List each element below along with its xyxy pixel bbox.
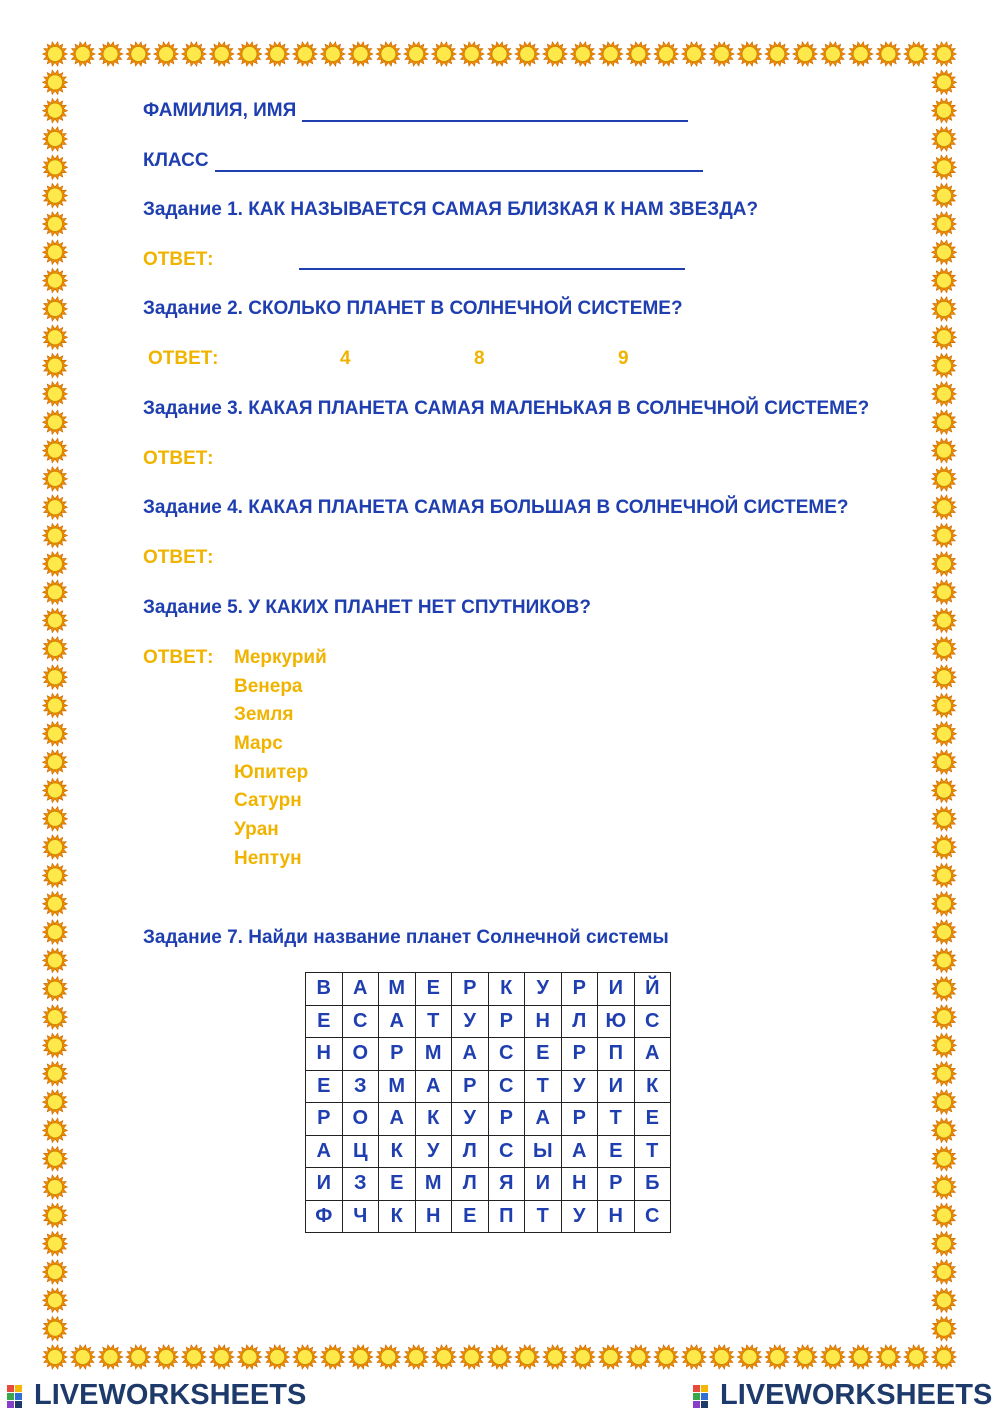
grid-cell[interactable]: Л bbox=[452, 1168, 489, 1201]
sun-icon bbox=[932, 1005, 957, 1029]
sun-icon bbox=[932, 580, 957, 604]
sun-icon bbox=[932, 1232, 957, 1256]
class-label: КЛАСС bbox=[143, 150, 209, 171]
surname-input-line[interactable] bbox=[302, 102, 688, 122]
sun-icon bbox=[598, 1345, 623, 1369]
sun-icon bbox=[43, 1062, 68, 1086]
grid-cell[interactable]: У bbox=[561, 1200, 598, 1233]
sun-icon bbox=[626, 42, 651, 66]
sun-icon bbox=[932, 1345, 957, 1369]
sun-icon bbox=[404, 1345, 429, 1369]
sun-icon bbox=[43, 863, 68, 887]
grid-cell[interactable]: Ы bbox=[525, 1135, 562, 1168]
sun-icon bbox=[43, 70, 68, 94]
sun-icon bbox=[487, 42, 512, 66]
grid-cell[interactable]: Е bbox=[415, 973, 452, 1006]
grid-cell[interactable]: С bbox=[488, 1070, 525, 1103]
sun-icon bbox=[932, 693, 957, 717]
sun-icon bbox=[932, 835, 957, 859]
grid-cell[interactable]: Й bbox=[634, 973, 671, 1006]
grid-cell[interactable]: Р bbox=[561, 1103, 598, 1136]
surname-label: ФАМИЛИЯ, ИМЯ bbox=[143, 100, 297, 121]
sun-icon bbox=[265, 1345, 290, 1369]
sun-icon bbox=[932, 977, 957, 1001]
grid-cell[interactable]: Е bbox=[525, 1038, 562, 1071]
sun-icon bbox=[932, 807, 957, 831]
sun-icon bbox=[459, 1345, 484, 1369]
planet-option[interactable]: Земля bbox=[234, 704, 294, 725]
grid-row bbox=[306, 973, 671, 1006]
sun-icon bbox=[70, 42, 95, 66]
sun-icon bbox=[376, 42, 401, 66]
sun-icon bbox=[43, 523, 68, 547]
sun-icon bbox=[932, 948, 957, 972]
task4-answer-label: ОТВЕТ: bbox=[143, 547, 214, 568]
grid-row bbox=[306, 1070, 671, 1103]
grid-cell[interactable]: А bbox=[634, 1038, 671, 1071]
sun-icon bbox=[932, 353, 957, 377]
task4-question: Задание 4. КАКАЯ ПЛАНЕТА САМАЯ БОЛЬШАЯ В СОЛНЕЧНОЙ СИСТЕМЕ? bbox=[143, 497, 849, 518]
grid-cell[interactable]: Р bbox=[488, 1005, 525, 1038]
planet-option[interactable]: Сатурн bbox=[234, 790, 302, 811]
sun-icon bbox=[932, 1033, 957, 1057]
sun-icon bbox=[43, 892, 68, 916]
sun-icon bbox=[43, 1147, 68, 1171]
liveworksheets-logo-icon bbox=[6, 1384, 32, 1410]
sun-icon bbox=[43, 1175, 68, 1199]
sun-icon bbox=[70, 1345, 95, 1369]
grid-cell[interactable]: З bbox=[342, 1168, 379, 1201]
sun-icon bbox=[98, 1345, 123, 1369]
sun-icon bbox=[43, 268, 68, 292]
sun-icon bbox=[43, 835, 68, 859]
grid-cell[interactable]: Л bbox=[452, 1135, 489, 1168]
task1-answer-line[interactable] bbox=[299, 268, 685, 270]
grid-cell[interactable]: Р bbox=[598, 1168, 635, 1201]
sun-icon bbox=[43, 1260, 68, 1284]
sun-icon bbox=[932, 127, 957, 151]
sun-icon bbox=[932, 778, 957, 802]
task2-option[interactable]: 8 bbox=[474, 348, 485, 369]
sun-icon bbox=[43, 42, 68, 66]
sun-icon bbox=[43, 467, 68, 491]
class-input-line[interactable] bbox=[215, 152, 703, 172]
task3-answer-label: ОТВЕТ: bbox=[143, 448, 214, 469]
sun-icon bbox=[459, 42, 484, 66]
task5-answer-label: ОТВЕТ: bbox=[143, 647, 214, 668]
grid-row bbox=[306, 1005, 671, 1038]
sun-icon bbox=[932, 382, 957, 406]
sun-icon bbox=[932, 920, 957, 944]
sun-icon bbox=[293, 1345, 318, 1369]
sun-icon bbox=[848, 1345, 873, 1369]
grid-cell[interactable]: Р bbox=[452, 973, 489, 1006]
grid-cell[interactable]: А bbox=[306, 1135, 343, 1168]
grid-cell[interactable]: А bbox=[342, 973, 379, 1006]
grid-cell[interactable]: М bbox=[415, 1168, 452, 1201]
sun-icon bbox=[932, 1288, 957, 1312]
grid-cell[interactable]: У bbox=[525, 973, 562, 1006]
sun-icon bbox=[43, 580, 68, 604]
word-search-grid bbox=[305, 972, 671, 1233]
sun-icon bbox=[154, 42, 179, 66]
sun-icon bbox=[598, 42, 623, 66]
grid-cell[interactable]: А bbox=[525, 1103, 562, 1136]
sun-icon bbox=[932, 1118, 957, 1142]
sun-icon bbox=[932, 722, 957, 746]
sun-icon bbox=[932, 467, 957, 491]
grid-cell[interactable]: Р bbox=[306, 1103, 343, 1136]
grid-cell[interactable]: Н bbox=[598, 1200, 635, 1233]
grid-cell[interactable]: Е bbox=[598, 1135, 635, 1168]
grid-cell[interactable]: К bbox=[415, 1103, 452, 1136]
sun-icon bbox=[932, 240, 957, 264]
grid-cell[interactable]: К bbox=[379, 1200, 416, 1233]
sun-icon bbox=[348, 1345, 373, 1369]
sun-icon bbox=[320, 1345, 345, 1369]
grid-cell[interactable]: М bbox=[379, 973, 416, 1006]
sun-icon bbox=[43, 665, 68, 689]
sun-icon bbox=[43, 948, 68, 972]
sun-icon bbox=[932, 212, 957, 236]
grid-cell[interactable]: Е bbox=[306, 1070, 343, 1103]
sun-icon bbox=[43, 297, 68, 321]
sun-icon bbox=[43, 637, 68, 661]
sun-icon bbox=[570, 1345, 595, 1369]
sun-icon bbox=[98, 42, 123, 66]
sun-icon bbox=[43, 608, 68, 632]
grid-cell[interactable]: Т bbox=[525, 1200, 562, 1233]
liveworksheets-logo-icon bbox=[692, 1384, 718, 1410]
grid-cell[interactable]: Р bbox=[452, 1070, 489, 1103]
sun-icon bbox=[848, 42, 873, 66]
task2-question: Задание 2. СКОЛЬКО ПЛАНЕТ В СОЛНЕЧНОЙ СИСТЕМЕ? bbox=[143, 298, 683, 319]
sun-icon bbox=[43, 382, 68, 406]
sun-icon bbox=[932, 410, 957, 434]
grid-cell[interactable]: И bbox=[598, 973, 635, 1006]
grid-row bbox=[306, 1200, 671, 1233]
grid-cell[interactable]: Н bbox=[415, 1200, 452, 1233]
sun-icon bbox=[320, 42, 345, 66]
sun-icon bbox=[43, 1090, 68, 1114]
grid-cell[interactable]: А bbox=[452, 1038, 489, 1071]
sun-icon bbox=[404, 42, 429, 66]
grid-cell[interactable]: У bbox=[415, 1135, 452, 1168]
sun-icon bbox=[487, 1345, 512, 1369]
sun-icon bbox=[43, 495, 68, 519]
grid-cell[interactable]: С bbox=[488, 1135, 525, 1168]
grid-cell[interactable]: Т bbox=[634, 1135, 671, 1168]
sun-icon bbox=[682, 42, 707, 66]
grid-cell[interactable]: И bbox=[598, 1070, 635, 1103]
sun-icon bbox=[820, 42, 845, 66]
grid-cell[interactable]: У bbox=[452, 1103, 489, 1136]
sun-icon bbox=[43, 325, 68, 349]
sun-icon bbox=[43, 127, 68, 151]
grid-cell[interactable]: А bbox=[415, 1070, 452, 1103]
sun-icon bbox=[793, 1345, 818, 1369]
grid-row bbox=[306, 1135, 671, 1168]
grid-cell[interactable]: Ч bbox=[342, 1200, 379, 1233]
sun-icon bbox=[126, 42, 151, 66]
sun-icon bbox=[43, 1118, 68, 1142]
grid-cell[interactable]: Н bbox=[561, 1168, 598, 1201]
sun-icon bbox=[515, 42, 540, 66]
liveworksheets-text: LIVEWORKSHEETS bbox=[720, 1379, 993, 1411]
grid-cell[interactable]: Е bbox=[379, 1168, 416, 1201]
sun-icon bbox=[932, 608, 957, 632]
task5-question: Задание 5. У КАКИХ ПЛАНЕТ НЕТ СПУТНИКОВ? bbox=[143, 597, 591, 618]
sun-icon bbox=[237, 42, 262, 66]
grid-cell[interactable]: Ф bbox=[306, 1200, 343, 1233]
sun-icon bbox=[543, 1345, 568, 1369]
grid-cell[interactable]: Е bbox=[634, 1103, 671, 1136]
sun-icon bbox=[737, 1345, 762, 1369]
grid-cell[interactable]: П bbox=[598, 1038, 635, 1071]
grid-cell[interactable]: У bbox=[561, 1070, 598, 1103]
grid-cell[interactable]: Н bbox=[525, 1005, 562, 1038]
sun-icon bbox=[348, 42, 373, 66]
sun-icon bbox=[932, 892, 957, 916]
sun-icon bbox=[43, 722, 68, 746]
planet-option[interactable]: Меркурий bbox=[234, 647, 327, 668]
grid-cell[interactable]: А bbox=[379, 1005, 416, 1038]
sun-icon bbox=[43, 977, 68, 1001]
grid-cell[interactable]: Р bbox=[488, 1103, 525, 1136]
sun-icon bbox=[43, 212, 68, 236]
liveworksheets-brand-left bbox=[6, 1378, 307, 1412]
sun-icon bbox=[932, 297, 957, 321]
surname-row bbox=[143, 100, 688, 122]
sun-icon bbox=[43, 807, 68, 831]
grid-cell[interactable]: И bbox=[306, 1168, 343, 1201]
sun-icon bbox=[431, 42, 456, 66]
sun-icon bbox=[932, 665, 957, 689]
grid-cell[interactable]: К bbox=[379, 1135, 416, 1168]
sun-icon bbox=[932, 552, 957, 576]
sun-icon bbox=[932, 183, 957, 207]
grid-cell[interactable]: Л bbox=[561, 1005, 598, 1038]
sun-icon bbox=[43, 183, 68, 207]
sun-icon bbox=[932, 1203, 957, 1227]
sun-icon bbox=[932, 42, 957, 66]
grid-cell[interactable]: Р bbox=[379, 1038, 416, 1071]
grid-cell[interactable]: А bbox=[561, 1135, 598, 1168]
sun-icon bbox=[209, 1345, 234, 1369]
grid-cell[interactable]: П bbox=[488, 1200, 525, 1233]
sun-icon bbox=[932, 523, 957, 547]
grid-cell[interactable]: А bbox=[379, 1103, 416, 1136]
task2-answer-label: ОТВЕТ: bbox=[148, 348, 219, 369]
grid-cell[interactable]: В bbox=[306, 973, 343, 1006]
sun-icon bbox=[932, 70, 957, 94]
task7-question: Задание 7. Найди название планет Солнечной системы bbox=[143, 927, 669, 948]
sun-icon bbox=[43, 1345, 68, 1369]
grid-cell[interactable]: М bbox=[379, 1070, 416, 1103]
sun-icon bbox=[181, 42, 206, 66]
grid-cell[interactable]: Ц bbox=[342, 1135, 379, 1168]
task1-answer-label: ОТВЕТ: bbox=[143, 249, 214, 270]
grid-cell[interactable]: Я bbox=[488, 1168, 525, 1201]
sun-icon bbox=[431, 1345, 456, 1369]
sun-icon bbox=[43, 1203, 68, 1227]
sun-icon bbox=[932, 1175, 957, 1199]
sun-icon bbox=[43, 1005, 68, 1029]
planet-option[interactable]: Нептун bbox=[234, 848, 302, 869]
sun-icon bbox=[904, 1345, 929, 1369]
grid-row bbox=[306, 1103, 671, 1136]
grid-cell[interactable]: С bbox=[634, 1005, 671, 1038]
sun-icon bbox=[793, 42, 818, 66]
task3-question: Задание 3. КАКАЯ ПЛАНЕТА САМАЯ МАЛЕНЬКАЯ В СОЛНЕЧНОЙ СИСТЕМЕ? bbox=[143, 398, 870, 419]
grid-cell[interactable]: С bbox=[488, 1038, 525, 1071]
grid-cell[interactable]: С bbox=[634, 1200, 671, 1233]
sun-icon bbox=[932, 99, 957, 123]
planet-option[interactable]: Уран bbox=[234, 819, 279, 840]
grid-cell[interactable]: Р bbox=[561, 1038, 598, 1071]
grid-cell[interactable]: Е bbox=[306, 1005, 343, 1038]
sun-icon bbox=[932, 1260, 957, 1284]
sun-icon bbox=[765, 42, 790, 66]
sun-icon bbox=[765, 1345, 790, 1369]
sun-icon bbox=[43, 1232, 68, 1256]
sun-icon bbox=[682, 1345, 707, 1369]
sun-icon bbox=[376, 1345, 401, 1369]
sun-icon bbox=[932, 637, 957, 661]
sun-icon bbox=[654, 1345, 679, 1369]
sun-icon bbox=[43, 693, 68, 717]
sun-icon bbox=[43, 920, 68, 944]
grid-cell[interactable]: Т bbox=[525, 1070, 562, 1103]
sun-icon bbox=[43, 1033, 68, 1057]
sun-icon bbox=[126, 1345, 151, 1369]
sun-icon bbox=[181, 1345, 206, 1369]
liveworksheets-brand-right bbox=[692, 1378, 994, 1412]
sun-icon bbox=[570, 42, 595, 66]
grid-cell[interactable]: Е bbox=[452, 1200, 489, 1233]
planet-option[interactable]: Юпитер bbox=[234, 762, 309, 783]
grid-cell[interactable]: З bbox=[342, 1070, 379, 1103]
sun-icon bbox=[43, 155, 68, 179]
grid-cell[interactable]: К bbox=[634, 1070, 671, 1103]
sun-icon bbox=[932, 1147, 957, 1171]
sun-icon bbox=[932, 495, 957, 519]
sun-icon bbox=[654, 42, 679, 66]
sun-icon bbox=[43, 552, 68, 576]
sun-icon bbox=[43, 99, 68, 123]
task1-question: Задание 1. КАК НАЗЫВАЕТСЯ САМАЯ БЛИЗКАЯ К НАМ ЗВЕЗДА? bbox=[143, 199, 759, 220]
planet-option[interactable]: Венера bbox=[234, 676, 303, 697]
sun-icon bbox=[43, 750, 68, 774]
class-row bbox=[143, 150, 703, 172]
sun-icon bbox=[43, 353, 68, 377]
grid-cell[interactable]: Н bbox=[306, 1038, 343, 1071]
grid-cell[interactable]: О bbox=[342, 1038, 379, 1071]
grid-cell[interactable]: О bbox=[342, 1103, 379, 1136]
sun-icon bbox=[209, 42, 234, 66]
sun-icon bbox=[43, 1317, 68, 1341]
grid-cell[interactable]: Т bbox=[598, 1103, 635, 1136]
grid-cell[interactable]: К bbox=[488, 973, 525, 1006]
grid-cell[interactable]: Р bbox=[561, 973, 598, 1006]
task2-option[interactable]: 4 bbox=[340, 348, 351, 369]
sun-icon bbox=[237, 1345, 262, 1369]
grid-row bbox=[306, 1168, 671, 1201]
sun-icon bbox=[626, 1345, 651, 1369]
sun-icon bbox=[709, 1345, 734, 1369]
sun-icon bbox=[43, 410, 68, 434]
sun-icon bbox=[709, 42, 734, 66]
grid-cell[interactable]: Ю bbox=[598, 1005, 635, 1038]
sun-icon bbox=[876, 1345, 901, 1369]
sun-icon bbox=[932, 863, 957, 887]
sun-icon bbox=[904, 42, 929, 66]
sun-icon bbox=[543, 42, 568, 66]
liveworksheets-text: LIVEWORKSHEETS bbox=[34, 1379, 307, 1411]
sun-icon bbox=[43, 778, 68, 802]
sun-icon bbox=[932, 750, 957, 774]
sun-icon bbox=[932, 155, 957, 179]
sun-icon bbox=[154, 1345, 179, 1369]
task2-option[interactable]: 9 bbox=[618, 348, 629, 369]
sun-icon bbox=[932, 325, 957, 349]
sun-icon bbox=[515, 1345, 540, 1369]
sun-icon bbox=[932, 438, 957, 462]
grid-cell[interactable]: М bbox=[415, 1038, 452, 1071]
sun-icon bbox=[932, 1090, 957, 1114]
grid-cell[interactable]: С bbox=[342, 1005, 379, 1038]
grid-cell[interactable]: Т bbox=[415, 1005, 452, 1038]
sun-icon bbox=[43, 1288, 68, 1312]
grid-cell[interactable]: У bbox=[452, 1005, 489, 1038]
sun-icon bbox=[876, 42, 901, 66]
sun-icon bbox=[932, 1062, 957, 1086]
grid-row bbox=[306, 1038, 671, 1071]
sun-icon bbox=[293, 42, 318, 66]
sun-icon bbox=[932, 1317, 957, 1341]
sun-icon bbox=[737, 42, 762, 66]
sun-icon bbox=[265, 42, 290, 66]
sun-icon bbox=[932, 268, 957, 292]
planet-option[interactable]: Марс bbox=[234, 733, 283, 754]
sun-icon bbox=[820, 1345, 845, 1369]
sun-icon bbox=[43, 438, 68, 462]
grid-cell[interactable]: И bbox=[525, 1168, 562, 1201]
sun-icon bbox=[43, 240, 68, 264]
grid-cell[interactable]: Б bbox=[634, 1168, 671, 1201]
